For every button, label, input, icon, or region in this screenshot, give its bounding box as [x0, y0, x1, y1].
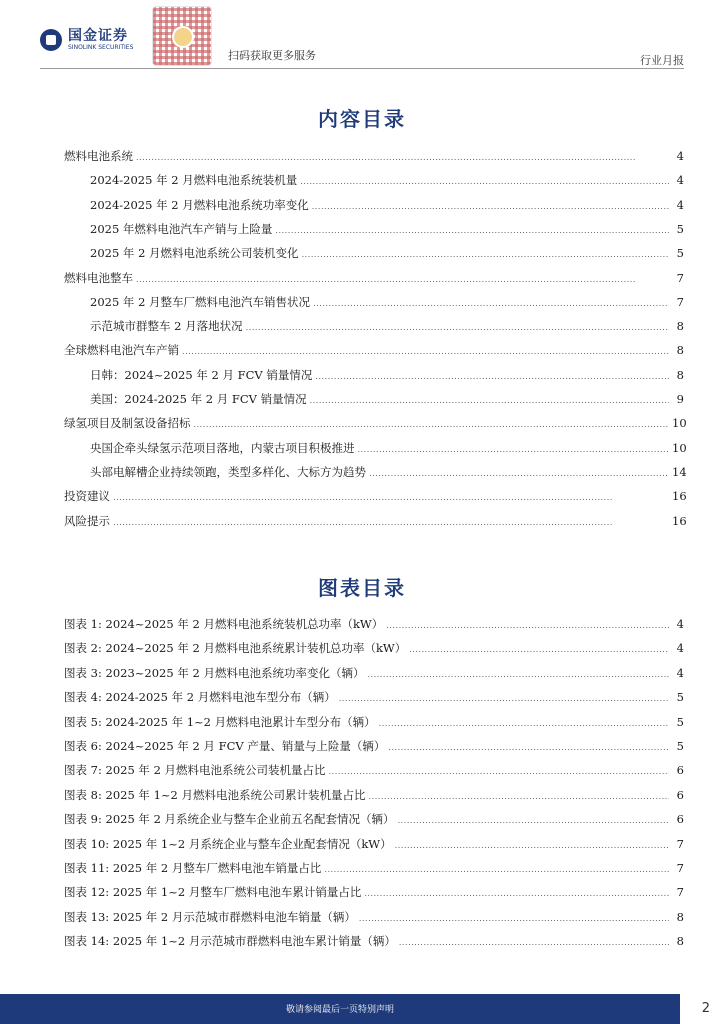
toc-leader-dots [113, 489, 669, 503]
toc-entry[interactable] [64, 342, 684, 360]
toc-entry-page: 7 [676, 861, 684, 875]
toc-entry-page: 7 [676, 270, 684, 285]
toc-entry[interactable] [90, 391, 684, 409]
toc-leader-dots [312, 198, 669, 212]
toc-entry-page: 8 [676, 343, 684, 358]
toc-leader-dots [388, 739, 669, 753]
toc-leader-dots [369, 788, 669, 802]
toc-entry-page: 7 [676, 294, 684, 309]
toc-leader-dots [136, 271, 669, 285]
toc-leader-dots [339, 690, 669, 704]
toc-entry[interactable] [90, 367, 684, 385]
toc-entry[interactable] [90, 172, 684, 190]
toc-entry-page: 6 [676, 787, 684, 802]
toc-entry-page: 6 [676, 763, 684, 778]
toc-entry-page: 6 [676, 812, 684, 827]
toc-leader-dots [310, 392, 669, 406]
toc-entry-title: 风险提示 [64, 513, 110, 528]
toc-entry[interactable] [90, 245, 684, 263]
toc-entry-title: 图表 2: 2024~2025 年 2 月燃料电池系统累计装机总功率（kW） [64, 641, 407, 656]
toc-entry[interactable] [64, 811, 684, 829]
toc-leader-dots [182, 343, 669, 357]
toc-entry-title: 图表 10: 2025 年 1~2 月系统企业与整车企业配套情况（kW） [64, 836, 392, 851]
toc-leader-dots [409, 641, 669, 655]
toc-leader-dots [315, 368, 669, 382]
toc-entry[interactable] [64, 762, 684, 780]
toc-entry-page: 16 [672, 513, 687, 528]
toc-entry-page: 5 [676, 221, 684, 236]
qr-center-logo-icon [172, 26, 194, 48]
toc-entry-title: 2025 年 2 月燃料电池系统公司装机变化 [90, 246, 299, 261]
toc-entry-page: 4 [676, 197, 684, 212]
toc-entry[interactable] [64, 836, 684, 854]
toc-entry-title: 图表 13: 2025 年 2 月示范城市群燃料电池车销量（辆） [64, 909, 356, 924]
toc-entry[interactable] [90, 294, 684, 312]
toc-entry[interactable] [64, 513, 687, 531]
toc-entry[interactable] [64, 787, 684, 805]
toc-entry-title: 2024-2025 年 2 月燃料电池系统装机量 [90, 173, 298, 188]
brand-name-en: SINOLINK SECURITIES [68, 44, 134, 51]
toc-entry-title: 2025 年 2 月整车厂燃料电池汽车销售状况 [90, 294, 311, 309]
toc-entry-page: 5 [676, 714, 684, 729]
toc-entry[interactable] [64, 270, 684, 288]
toc-leader-dots [386, 617, 669, 631]
toc-entry[interactable] [64, 616, 684, 634]
toc-leader-dots [359, 910, 669, 924]
qr-caption: 扫码获取更多服务 [228, 49, 316, 62]
toc-entry-page: 4 [676, 173, 684, 188]
toc-entry-title: 2024-2025 年 2 月燃料电池系统功率变化 [90, 197, 309, 212]
toc-entry[interactable] [64, 933, 684, 951]
toc-entry-page: 5 [676, 739, 684, 753]
toc-entry[interactable] [90, 464, 687, 482]
toc-entry[interactable] [64, 640, 684, 658]
toc-entry-title: 全球燃料电池汽车产销 [64, 343, 179, 358]
toc-entry-title: 美国：2024-2025 年 2 月 FCV 销量情况 [90, 392, 307, 406]
toc-leader-dots [379, 715, 669, 729]
toc-entry-title: 央国企牵头绿氢示范项目落地，内蒙古项目积极推进 [90, 440, 355, 455]
toc-leader-dots [313, 295, 669, 309]
toc-entry-page: 8 [676, 367, 684, 382]
toc-leader-dots [136, 149, 669, 163]
toc-entry-page: 10 [672, 416, 687, 431]
toc-leader-dots [399, 934, 669, 948]
toc-leader-dots [246, 319, 669, 333]
toc-entry[interactable] [64, 415, 687, 433]
brand-name-cn: 国金证券 [68, 28, 128, 44]
toc-entry-title: 图表 11: 2025 年 2 月整车厂燃料电池车销量占比 [64, 861, 322, 875]
toc-entry-page: 4 [676, 149, 684, 163]
toc-leader-dots [367, 666, 669, 680]
page-header [0, 0, 724, 70]
toc-entry-title: 图表 1: 2024~2025 年 2 月燃料电池系统装机总功率（kW） [64, 617, 384, 631]
document-type: 行业月报 [640, 54, 684, 67]
toc-entry-title: 示范城市群整车 2 月落地状况 [90, 319, 243, 334]
toc-entry[interactable] [64, 689, 684, 707]
toc-entry-title: 投资建议 [64, 489, 110, 504]
toc-entry-title: 图表 6: 2024~2025 年 2 月 FCV 产量、销量与上险量（辆） [64, 739, 386, 753]
toc-entry[interactable] [90, 197, 684, 215]
toc-entry-title: 图表 8: 2025 年 1~2 月燃料电池系统公司累计装机量占比 [64, 787, 366, 802]
toc-entry-page: 8 [676, 909, 684, 924]
toc-entry[interactable] [90, 221, 684, 239]
toc-entry[interactable] [64, 148, 684, 166]
toc-leader-dots [398, 812, 669, 826]
toc-entry[interactable] [64, 860, 684, 878]
toc-entry-title: 日韩：2024~2025 年 2 月 FCV 销量情况 [90, 367, 313, 382]
toc-entry[interactable] [64, 665, 684, 683]
toc-entry-title: 图表 12: 2025 年 1~2 月整车厂燃料电池车累计销量占比 [64, 885, 362, 900]
figures-title: 图表目录 [318, 576, 406, 600]
toc-leader-dots [395, 837, 669, 851]
toc-entry-page: 7 [676, 836, 684, 851]
toc-entry[interactable] [64, 738, 684, 756]
toc-leader-dots [194, 416, 670, 430]
contents-title: 内容目录 [318, 107, 406, 131]
toc-entry-page: 10 [672, 440, 687, 455]
toc-leader-dots [300, 173, 669, 187]
toc-leader-dots [364, 885, 669, 899]
toc-entry-title: 图表 4: 2024-2025 年 2 月燃料电池车型分布（辆） [64, 690, 336, 705]
toc-entry-title: 图表 14: 2025 年 1~2 月示范城市群燃料电池车累计销量（辆） [64, 934, 396, 949]
toc-leader-dots [324, 861, 669, 875]
toc-leader-dots [369, 465, 669, 479]
toc-leader-dots [302, 246, 669, 260]
toc-entry-page: 5 [676, 690, 684, 705]
toc-leader-dots [275, 222, 669, 236]
toc-entry[interactable] [64, 714, 684, 732]
toc-leader-dots [358, 441, 670, 455]
toc-leader-dots [329, 763, 669, 777]
toc-entry[interactable] [64, 884, 684, 902]
toc-entry[interactable] [90, 318, 684, 336]
toc-entry-page: 4 [676, 641, 684, 656]
toc-entry-page: 4 [676, 665, 684, 680]
toc-entry-page: 9 [676, 392, 684, 406]
page-footer [0, 994, 724, 1024]
toc-entry-title: 2025 年燃料电池汽车产销与上险量 [90, 221, 273, 236]
toc-leader-dots [113, 514, 669, 528]
toc-entry-page: 14 [672, 464, 687, 479]
footer-disclaimer: 敬请参阅最后一页特别声明 [285, 1005, 394, 1015]
toc-entry-page: 4 [676, 617, 684, 631]
page-number: 2 [701, 1001, 710, 1016]
toc-entry-title: 燃料电池系统 [64, 149, 133, 163]
toc-entry-title: 头部电解槽企业持续领跑，类型多样化、大标方为趋势 [90, 464, 366, 479]
logo-icon [40, 29, 62, 51]
toc-entry-title: 图表 3: 2023~2025 年 2 月燃料电池系统功率变化（辆） [64, 665, 365, 680]
toc-entry-title: 图表 7: 2025 年 2 月燃料电池系统公司装机量占比 [64, 763, 326, 778]
toc-entry-page: 16 [672, 489, 687, 504]
toc-entry[interactable] [64, 488, 687, 506]
toc-entry-page: 7 [676, 885, 684, 900]
toc-entry-title: 图表 5: 2024-2025 年 1~2 月燃料电池累计车型分布（辆） [64, 714, 376, 729]
toc-entry-title: 燃料电池整车 [64, 270, 133, 285]
toc-entry-page: 8 [676, 934, 684, 949]
toc-entry-page: 8 [676, 319, 684, 334]
toc-entry[interactable] [90, 440, 687, 458]
brand-logo [40, 28, 133, 52]
toc-entry-title: 图表 9: 2025 年 2 月系统企业与整车企业前五名配套情况（辆） [64, 812, 395, 827]
toc-entry-title: 绿氢项目及制氢设备招标 [64, 416, 191, 431]
header-divider [40, 68, 684, 69]
toc-entry-page: 5 [676, 246, 684, 261]
toc-entry[interactable] [64, 909, 684, 927]
